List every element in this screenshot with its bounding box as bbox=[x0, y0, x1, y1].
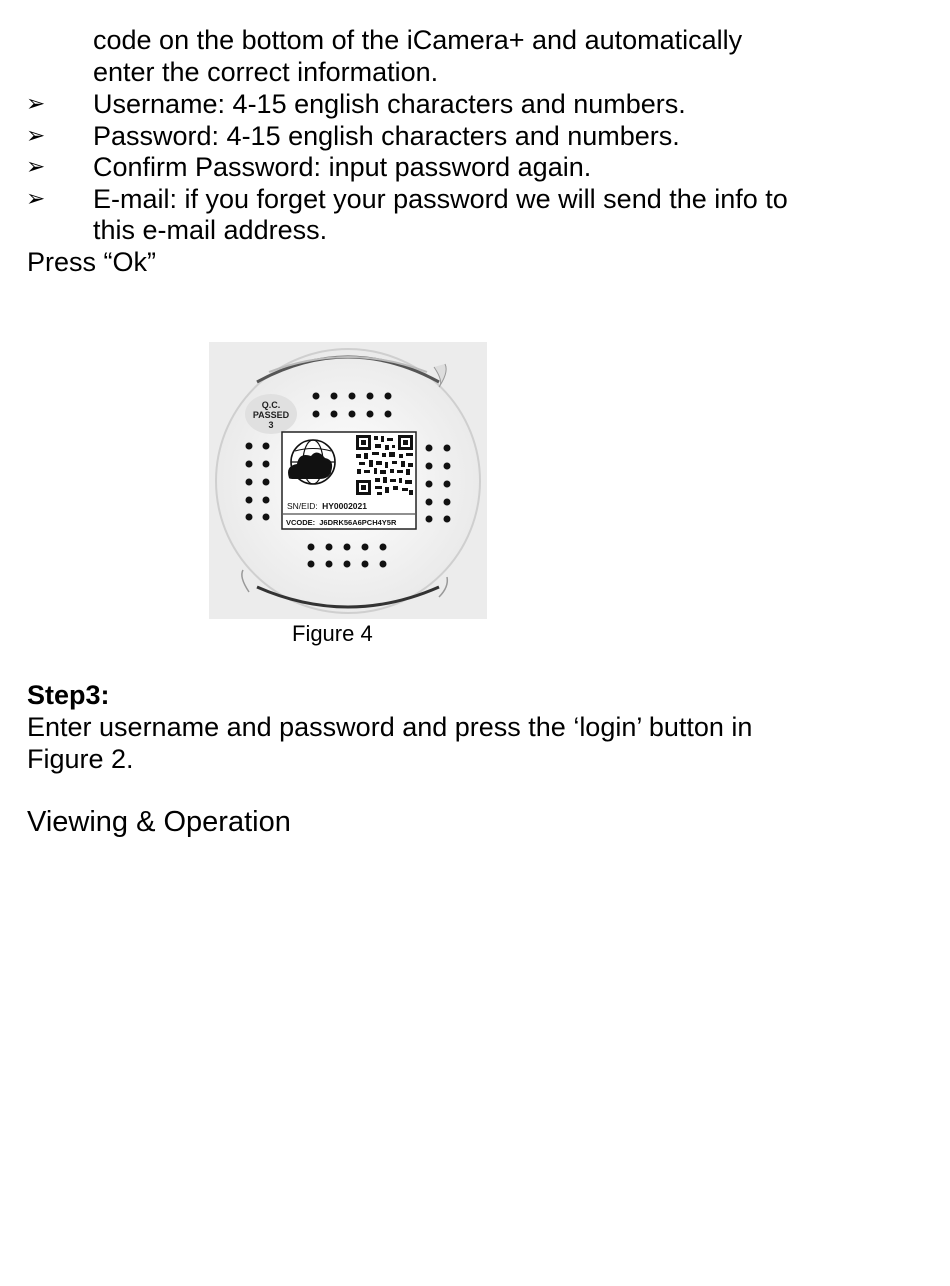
qc-label-1: Q.C. bbox=[261, 400, 281, 410]
arrow-bullet-icon: ➢ bbox=[26, 186, 46, 212]
vcode-value: J6DRK56A6PCH4Y5R bbox=[319, 518, 397, 527]
bullet-text: E-mail: if you forget your password we will send the info to bbox=[93, 184, 788, 214]
intro-line-1: code on the bottom of the iCamera+ and automatically bbox=[93, 25, 743, 55]
press-ok-text: Press “Ok” bbox=[27, 247, 157, 277]
qr-code bbox=[355, 434, 415, 496]
arrow-bullet-icon: ➢ bbox=[26, 91, 46, 117]
arrow-bullet-icon: ➢ bbox=[26, 154, 46, 180]
camera-bottom-illustration bbox=[209, 342, 487, 619]
bullet-text-continued: this e-mail address. bbox=[93, 215, 328, 245]
svg-text:SN/EID: HY0002021 bbox=[287, 501, 367, 511]
bullet-text: Username: 4-15 english characters and numbers. bbox=[93, 89, 686, 119]
step3-line-1: Enter username and password and press the ‘login’ button in bbox=[27, 712, 753, 742]
svg-text:VCODE: J6DRK56A6PCH4Y5 bbox=[286, 518, 397, 527]
qc-label-3: 3 bbox=[268, 420, 274, 430]
bullet-text: Password: 4-15 english characters and numbers. bbox=[93, 121, 680, 151]
camera-bottom-photo bbox=[209, 342, 487, 619]
sn-value: HY0002021 bbox=[322, 501, 367, 511]
intro-line-2: enter the correct information. bbox=[93, 57, 439, 87]
bullet-text: Confirm Password: input password again. bbox=[93, 152, 592, 182]
section-title: Viewing & Operation bbox=[27, 806, 291, 838]
step3-heading: Step3: bbox=[27, 680, 110, 710]
vcode-label: VCODE: bbox=[286, 518, 316, 527]
figure-caption: Figure 4 bbox=[292, 621, 373, 646]
sn-label: SN/EID: bbox=[287, 501, 318, 511]
step3-line-2: Figure 2. bbox=[27, 744, 134, 774]
arrow-bullet-icon: ➢ bbox=[26, 123, 46, 149]
qc-label-2: PASSED bbox=[252, 410, 290, 420]
